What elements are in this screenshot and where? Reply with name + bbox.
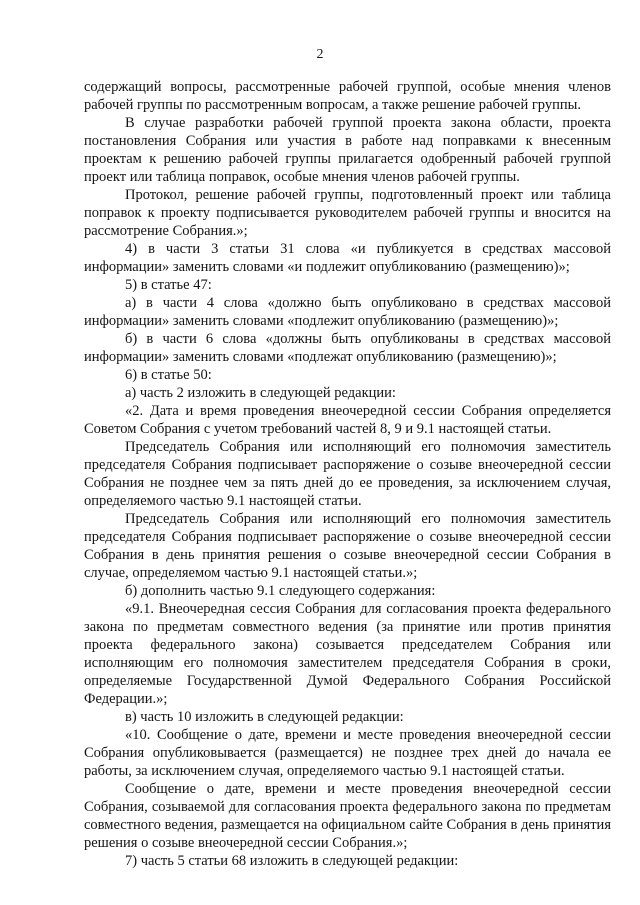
paragraph: 7) часть 5 статьи 68 изложить в следующей редакции:: [125, 853, 459, 869]
paragraph: б) в части 6 слова «должны быть опубликованы в средствах массовой информации» заменить словами «подлежат опубликованию (размещению)»;: [84, 331, 611, 365]
paragraph: 6) в статье 50:: [125, 367, 212, 383]
paragraph: 4) в части 3 статьи 31 слова «и публикуется в средствах массовой информации» заменить словами «и подлежит опубликованию (размещению)»;: [84, 241, 611, 275]
paragraph: а) в части 4 слова «должно быть опубликовано в средствах массовой информации» заменить словами «подлежит опубликованию (размещению)»;: [84, 295, 611, 329]
paragraph: содержащий вопросы, рассмотренные рабочей группой, особые мнения членов рабочей группы по рассмотренным вопросам, а также решение рабочей группы.: [84, 79, 611, 113]
paragraph: б) дополнить частью 9.1 следующего содержания:: [125, 583, 436, 599]
paragraph: в) часть 10 изложить в следующей редакции:: [125, 709, 404, 725]
paragraph: Сообщение о дате, времени и месте проведения внеочередной сессии Собрания, созываемой для согласования проекта федерального закона по предметам совместного ведения, размещается на официальном сайте Собрания в день принятия решения о созыве внеочередной сессии Собрания.»;: [84, 781, 611, 851]
paragraph: «10. Сообщение о дате, времени и месте проведения внеочередной сессии Собрания опубликовывается (размещается) не позднее трех дней до начала ее работы, за исключением случая, определяемого частью 9.1 настоящей статьи.: [84, 727, 611, 779]
paragraph: «9.1. Внеочередная сессия Собрания для согласования проекта федерального закона по предметам совместного ведения (за принятие или против принятия проекта федерального закона) созывается председателем Собрания или исполняющим его полномочия заместителем председателя Собрания в сроки, определяемые Государственной Думой Федерального Собрания Российской Федерации.»;: [84, 601, 611, 707]
paragraph: Председатель Собрания или исполняющий его полномочия заместитель председателя Собрания подписывает распоряжение о созыве внеочередной сессии Собрания не позднее чем за пять дней до ее проведения, за исключением случая, определяемого частью 9.1 настоящей статьи.: [84, 439, 611, 509]
paragraph: Председатель Собрания или исполняющий его полномочия заместитель председателя Собрания подписывает распоряжение о созыве внеочередной сессии Собрания в день принятия решения о созыве внеочередной сессии Собрания в случае, определяемом частью 9.1 настоящей статьи.»;: [84, 511, 611, 581]
paragraph: Протокол, решение рабочей группы, подготовленный проект или таблица поправок к проекту подписывается руководителем рабочей группы и вносится на рассмотрение Собрания.»;: [84, 187, 611, 239]
paragraph: а) часть 2 изложить в следующей редакции:: [125, 385, 396, 401]
paragraph: «2. Дата и время проведения внеочередной сессии Собрания определяется Советом Собрания с учетом требований частей 8, 9 и 9.1 настоящей статьи.: [84, 403, 611, 437]
page-number: 2: [316, 47, 324, 62]
paragraph: В случае разработки рабочей группой проекта закона области, проекта постановления Собрания или участия в работе над поправками к внесенным проектам к решению рабочей группы прилагается одобренный рабочей группой проект или таблица поправок, особые мнения членов рабочей группы.: [84, 115, 611, 185]
document-body: [84, 78, 611, 870]
paragraph: 5) в статье 47:: [125, 277, 212, 293]
